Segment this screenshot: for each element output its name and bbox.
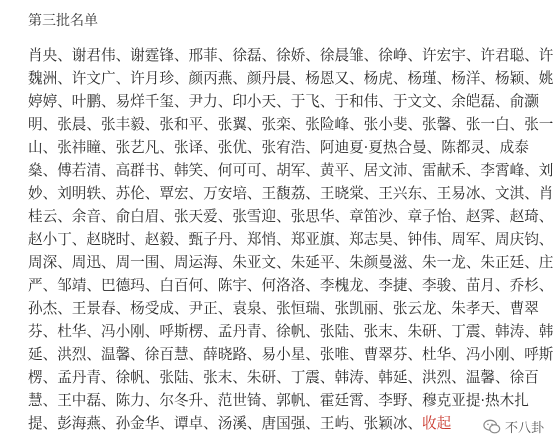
list-line: 芬、杜华、冯小刚、呼斯楞、孟丹青、徐帆、张陆、张末、朱研、丁震、韩涛、韩 xyxy=(28,323,554,340)
collapse-link[interactable]: 收起 xyxy=(422,415,452,432)
name-list xyxy=(28,44,554,435)
page-title: 第三批名单 xyxy=(28,13,98,29)
watermark-text: 不八卦 xyxy=(504,421,544,436)
list-line: 周深、周迅、周一围、周运海、朱亚文、朱延平、朱颜曼滋、朱一龙、朱正廷、庄 xyxy=(28,254,554,271)
list-line: 婷婷、叶鹏、易烊千玺、尹力、印小天、于飞、于和伟、于文文、余皑磊、俞灏 xyxy=(28,93,539,110)
list-line: 严、邹靖、巴德玛、白百何、陈宇、何洛洛、李槐龙、李捷、李骏、苗月、乔杉、 xyxy=(28,277,554,294)
list-line: 延、洪烈、温馨、徐百慧、薛晓路、易小星、张唯、曹翠芬、杜华、冯小刚、呼斯 xyxy=(28,346,554,363)
list-line: 山、张祎瞳、张艺凡、张译、张优、张宥浩、阿迪夏·夏热合曼、陈都灵、成泰 xyxy=(28,139,529,156)
list-line: 桂云、余音、俞白眉、张天爱、张雪迎、张思华、章笛沙、章子怡、赵霁、赵琦、 xyxy=(28,208,554,225)
list-line: 妙、刘明轶、苏伦、覃宏、万安培、王馥荔、王晓棠、王兴东、王易冰、文淇、肖 xyxy=(28,185,554,202)
list-line: 赵小丁、赵晓时、赵毅、甄子丹、郑悄、郑亚旗、郑志昊、钟伟、周军、周庆钧、 xyxy=(28,231,554,248)
list-line-last xyxy=(28,412,548,435)
list-line-text: 提、彭海燕、孙金华、谭卓、汤溪、唐国强、王屿、张颖冰、 xyxy=(28,415,423,432)
list-line: 魏洲、许文广、许月珍、颜丙燕、颜丹晨、杨恩又、杨虎、杨瑾、杨洋、杨颖、姚 xyxy=(28,70,554,87)
list-line: 孙杰、王景春、杨受成、尹正、袁泉、张恒瑞、张凯丽、张云龙、朱孝天、曹翠 xyxy=(28,300,539,317)
list-line: 肖央、谢君伟、谢霆锋、邢菲、徐磊、徐娇、徐晨雏、徐峥、许宏宇、许君聪、许 xyxy=(28,47,554,64)
wechat-icon xyxy=(483,418,501,436)
watermark xyxy=(483,417,544,436)
list-line: 慧、王中磊、陈力、尔冬升、范世锜、郭帆、霍廷霄、李野、穆克亚提·热木扎 xyxy=(28,392,529,409)
list-line: 燊、傅若清、高群书、韩笑、何可可、胡军、黄平、居文沛、雷献禾、李霄峰、刘 xyxy=(28,162,554,179)
list-line: 楞、孟丹青、徐帆、张陆、张末、朱研、丁震、韩涛、韩延、洪烈、温馨、徐百 xyxy=(28,369,539,386)
list-line: 明、张晨、张丰毅、张和平、张翼、张栾、张险峰、张小斐、张馨、张一白、张一 xyxy=(28,116,554,133)
